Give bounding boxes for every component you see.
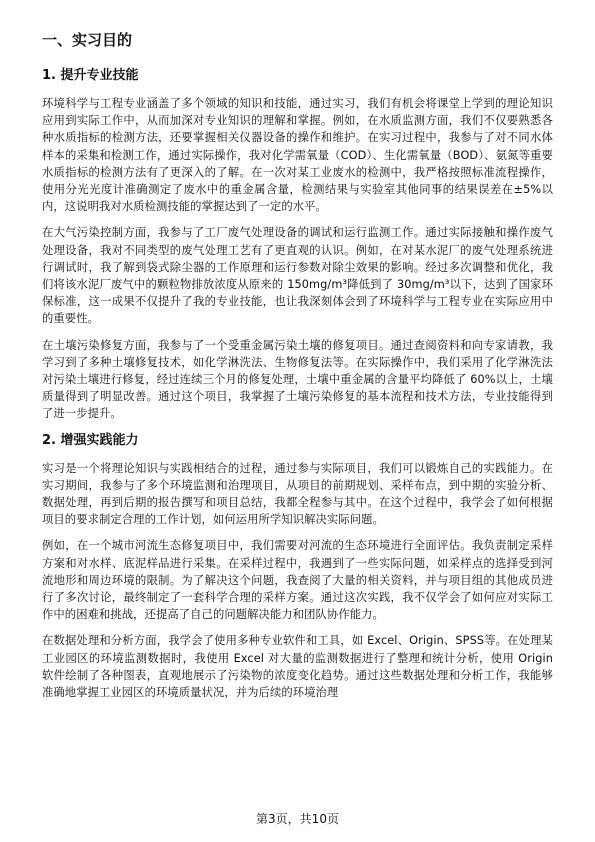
subsection-title-practice: 2. 增强实践能力	[42, 432, 139, 448]
paragraph-water-monitoring: 环境科学与工程专业涵盖了多个领域的知识和技能，通过实习，我们有机会将课堂上学到的理论知识应用到实际工作中，从而加深对专业知识的理解和掌握。例如，在水质监测方面，我们不仅要熟悉各种水质指标的检测方法，还要掌握相关仪器设备的操作和维护。在实习过程中，我参与了对不同水体样本的采集和检测工作，通过实际操作，我对化学需氧量（COD）、生化需氧量（BOD）、氨氮等重要水质指标的检测方法有了更深入的了解。在一次对某工业废水的检测中，我严格按照标准流程操作，使用分光光度计准确测定了废水中的重金属含量，检测结果与实验室其他同事的结果误差在±5%以内，这说明我对水质检测技能的掌握达到了一定的水平。	[42, 97, 553, 214]
paragraph-air-pollution: 在大气污染控制方面，我参与了工厂废气处理设备的调试和运行监测工作。通过实际接触和操作废气处理设备，我对不同类型的废气处理工艺有了更直观的认识。例如，在对某水泥厂的废气处理系统进行调试时，我了解到袋式除尘器的工作原理和运行参数对除尘效果的影响。经过多次调整和优化，我们将该水泥厂废气中的颗粒物排放浓度从原来的 150mg/m³降低到了 30mg/m³以下，达到了国家环保标准，这一成果不仅提升了我的专业技能，也让我深刻体会到了环境科学与工程专业在实际应用中的重要性。	[42, 226, 553, 326]
paragraph-soil-remediation: 在土壤污染修复方面，我参与了一个受重金属污染土壤的修复项目。通过查阅资料和向专家请教，我学习到了多种土壤修复技术，如化学淋洗法、生物修复法等。在实际操作中，我们采用了化学淋洗法对污染土壤进行修复，经过连续三个月的修复处理，土壤中重金属的含量平均降低了 60%以上，土壤质量得到了明显改善。通过这个项目，我掌握了土壤污染修复的基本流程和技术方法，专业技能得到了进一步提升。	[42, 338, 553, 421]
subsection-title-skills: 1. 提升专业技能	[42, 68, 139, 83]
paragraph-river-project: 例如，在一个城市河流生态修复项目中，我们需要对河流的生态环境进行全面评估。我负责制定采样方案和对水样、底泥样品进行采集。在采样过程中，我遇到了一些实际问题，如采样点的选择受到河流地形和周边环境的限制。为了解决这个问题，我查阅了大量的相关资料，并与项目组的其他成员进行了多次讨论，最终制定了一套科学合理的采样方案。通过这次实践，我不仅学会了如何应对实际工作中的困难和挑战，还提高了自己的问题解决能力和团队协作能力。	[42, 539, 553, 622]
section-heading: 一、实习目的	[42, 31, 133, 49]
paragraph-data-analysis: 在数据处理和分析方面，我学会了使用多种专业软件和工具，如 Excel、Origin、SPSS等。在处理某工业园区的环境监测数据时，我使用 Excel 对大量的监测数据进行了整理和统计分析，使用 Origin 软件绘制了各种图表，直观地展示了污染物的浓度变化趋势。通过这些数据处理和分析工作，我能够准确地掌握工业园区的环境质量状况，并为后续的环境治理	[42, 634, 553, 700]
paragraph-practice-intro: 实习是一个将理论知识与实践相结合的过程，通过参与实际项目，我们可以锻炼自己的实践能力。在实习期间，我参与了多个环境监测和治理项目，从项目的前期规划、采样布点，到中期的实验分析、数据处理，再到后期的报告撰写和项目总结，我都全程参与其中。在这个过程中，我学会了如何根据项目的要求制定合理的工作计划，如何运用所学知识解决实际问题。	[42, 461, 553, 527]
page-number: 第3页，共10页	[256, 812, 339, 826]
